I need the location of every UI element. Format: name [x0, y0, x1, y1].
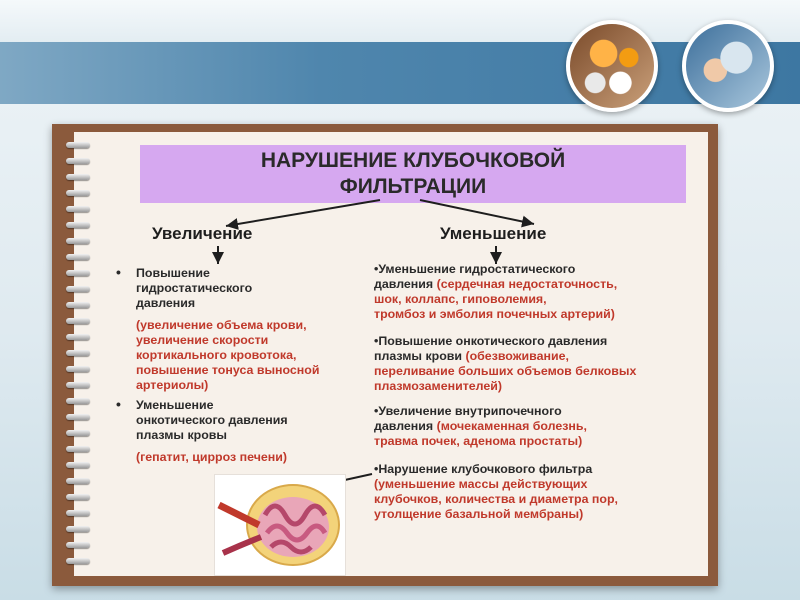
bullet-1: • [116, 264, 121, 280]
decrease-item-2: •Повышение онкотического давления плазмы крови (обезвоживание, переливание больших объемов белковых плазмозаменителей) [374, 334, 637, 393]
decrease-heading: Уменьшение [440, 224, 547, 243]
bullet-2: • [116, 396, 121, 412]
title-line-2: ФИЛЬТРАЦИИ [339, 175, 487, 198]
increase-item-2-detail: (гепатит, цирроз печени) [136, 450, 288, 464]
increase-item-1-main: Повышение гидростатического давления [136, 266, 253, 310]
decrease-item-1: •Уменьшение гидростатического давления (сердечная недостаточность, шок, коллапс, гиповолемия, тромбоз и эмболия почечных артерий) [374, 262, 618, 321]
increase-heading: Увеличение [152, 224, 253, 243]
arrow-to-decrease [420, 200, 534, 224]
arrow-to-increase [226, 200, 380, 226]
decrease-item-3: •Увеличение внутрипочечного давления (мочекаменная болезнь, травма почек, аденома простаты) [374, 404, 587, 448]
title-line-1: НАРУШЕНИЕ КЛУБОЧКОВОЙ [260, 149, 566, 172]
increase-item-2-main: Уменьшение онкотического давления плазмы кровы [136, 398, 288, 442]
kidney-glomerulus-illustration [214, 474, 346, 576]
increase-item-1-detail: (увеличение объема крови, увеличение скорости кортикального кровотока, повышение тонуса выносной артериолы) [136, 318, 320, 392]
decrease-item-4: •Нарушение клубочкового фильтра (уменьшение массы действующих клубочков, количества и диаметра пор, утолщение базальной мембраны) [374, 462, 618, 521]
